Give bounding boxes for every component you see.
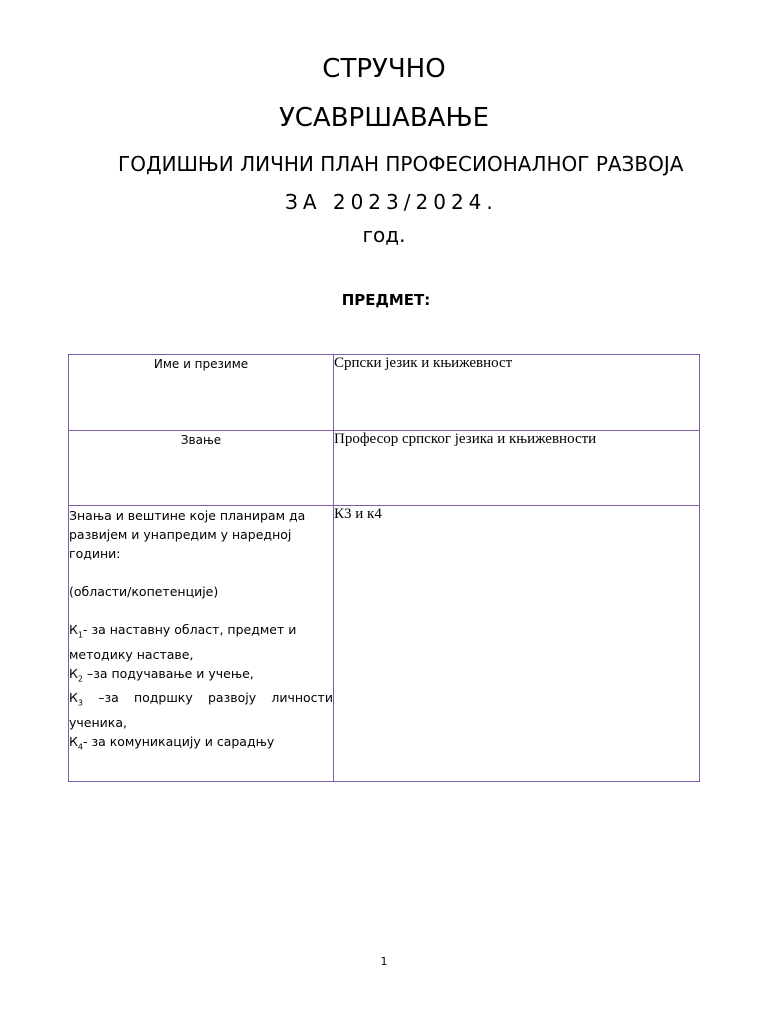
- competencies-intro: Знања и вештине које планирам да развијем и унапредим у наредној години:: [69, 508, 306, 561]
- page-number: 1: [380, 955, 388, 968]
- title-line-1: СТРУЧНО: [322, 54, 446, 84]
- title-label: Звање: [180, 433, 222, 447]
- competency-k4: $К_4-$ за комуникацију и сарадњу: [69, 733, 275, 751]
- competency-k3-cont: ученика,: [69, 714, 127, 730]
- title-line-2: УСАВРШАВАЊЕ: [278, 103, 490, 133]
- name-label-cell: [69, 355, 334, 431]
- title-line-5: год.: [362, 223, 406, 247]
- competencies-cell: [69, 506, 334, 782]
- title-value-cell: Професор српског језика и књижевности: [334, 431, 700, 506]
- competency-k2: $К_2$ –за подучавање и учење,: [69, 665, 254, 683]
- table-row: [69, 355, 700, 431]
- competency-k1: $К_1-$ за наставну област, предмет и методику наставе,: [69, 622, 297, 662]
- name-value-cell: Српски језик и књижевност: [334, 355, 700, 431]
- competencies-value-cell: К3 и к4: [334, 506, 700, 782]
- competency-k3: $К_3$ –за подршку развоју личности: [69, 690, 333, 708]
- table-row: [69, 506, 700, 782]
- subject-label: ПРЕДМЕТ:: [341, 291, 431, 309]
- plan-table: [68, 354, 700, 782]
- title-line-3: ГОДИШЊИ ЛИЧНИ ПЛАН ПРОФЕСИОНАЛНОГ РАЗВОЈА: [118, 152, 684, 176]
- title-label-cell: [69, 431, 334, 506]
- table-row: [69, 431, 700, 506]
- competencies-areas: (области/копетенције): [69, 584, 219, 599]
- title-line-4: ЗА 2023/2024.: [285, 190, 498, 214]
- name-label: Име и презиме: [153, 357, 249, 371]
